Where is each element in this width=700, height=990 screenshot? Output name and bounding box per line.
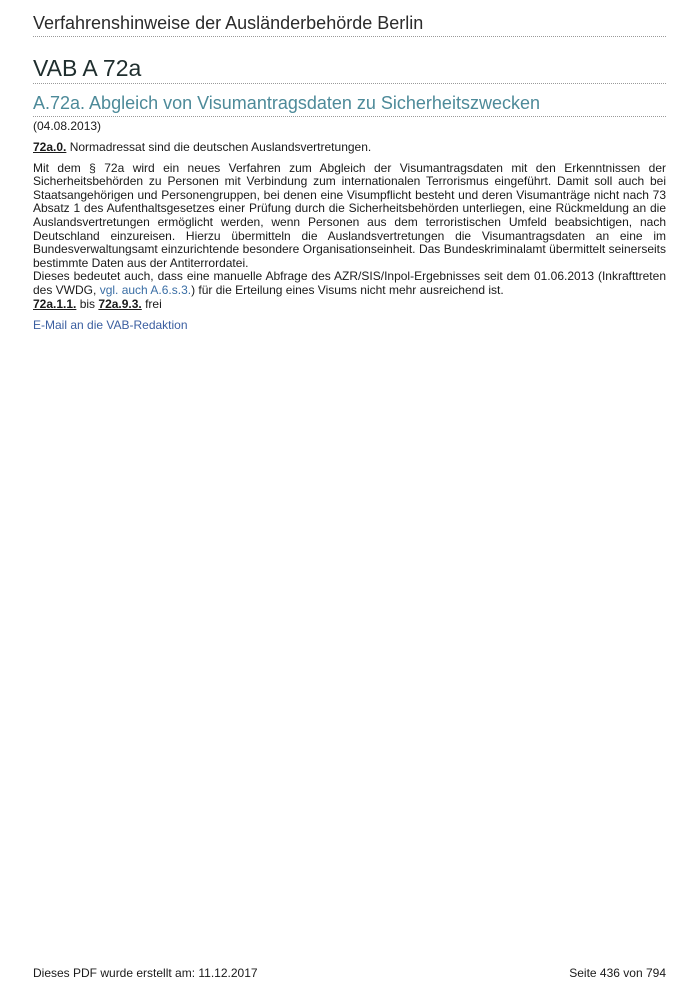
paragraph-72a-0 [33, 141, 666, 155]
paragraph-ref-72a-0: 72a.0. [33, 140, 67, 154]
paragraph-text: Normadressat sind die deutschen Auslandsvertretungen. [66, 140, 372, 154]
section-date: (04.08.2013) [33, 119, 102, 133]
paragraph-explanation: Mit dem § 72a wird ein neues Verfahren zum Abgleich der Visumantragsdaten mit den Erkenntnissen der Sicherheitsbehörden zu Personen mit Verbindung zum internationalen Terrorismus eingeführt. Damit soll auch bei Staatsangehörigen und Personengruppen, bei denen eine Visumpflicht besteht und deren Visumanträge nicht nach 73 Absatz 1 des Aufenthaltsgesetzes einer Prüfung durch die Sicherheitsbehörden unterliegen, eine Rückmeldung an die Auslandsvertretungen ermöglicht werden, wenn Personen aus dem terroristischen Umfeld beabsichtigen, nach Deutschland einzureisen. Hierzu übermitteln die Auslandsvertretungen die Visumantragsdaten an eine im Bundesverwaltungsamt einzurichtende besondere Organisationseinheit. Das Bundeskriminalamt übermittelt seinerseits bestimmte Daten aus der Antiterrordatei. [33, 160, 666, 270]
footer-created-date: Dieses PDF wurde erstellt am: 11.12.2017 [33, 966, 258, 980]
running-header: Verfahrenshinweise der Ausländerbehörde Berlin [33, 0, 666, 37]
section-title: A.72a. Abgleich von Visumantragsdaten zu Sicherheitszwecken [33, 93, 666, 117]
paragraph-ref-start: 72a.1.1. [33, 296, 77, 311]
paragraph-text: bis [76, 296, 99, 311]
paragraph-text: ) für die Erteilung eines Visums nicht mehr ausreichend ist. [191, 282, 504, 297]
paragraph-text: Dieses bedeutet auch, dass eine manuelle Abfrage des AZR/SIS/Inpol-Ergebnisses seit dem 01.06.2013 (Inkrafttreten des VWDG, [33, 269, 666, 297]
paragraph-frei [33, 298, 666, 312]
email-editorial-link[interactable]: E-Mail an die VAB-Redaktion [33, 318, 188, 333]
document-page [33, 0, 666, 332]
document-title: VAB A 72a [33, 55, 666, 84]
paragraph-azr-note [33, 270, 666, 297]
footer-page-number: Seite 436 von 794 [569, 966, 666, 980]
paragraph-ref-end: 72a.9.3. [98, 296, 142, 311]
cross-reference-link[interactable]: vgl. auch A.6.s.3. [99, 282, 192, 297]
paragraph-text: frei [141, 296, 162, 311]
